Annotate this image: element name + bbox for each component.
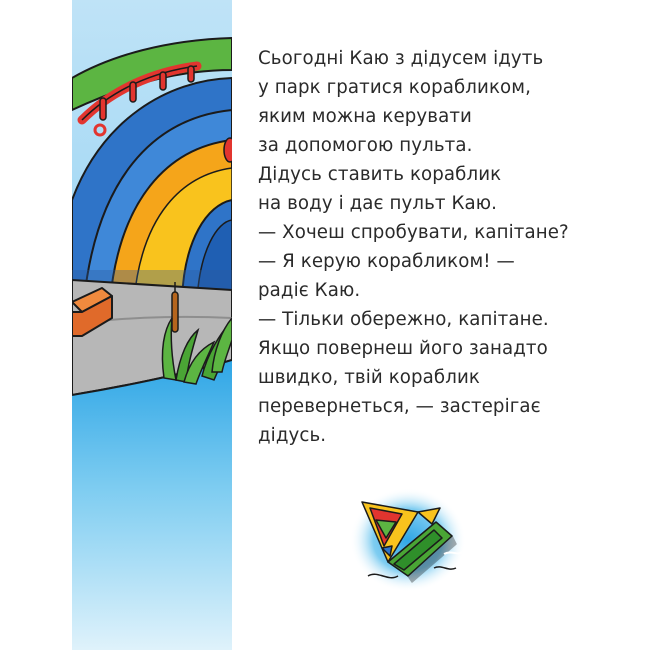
story-line: радіє Каю. bbox=[258, 280, 361, 301]
story-line: дідусь. bbox=[258, 425, 327, 446]
story-line: перевернеться, — застерігає bbox=[258, 396, 541, 417]
story-line: на воду і дає пульт Каю. bbox=[258, 193, 498, 214]
story-line: у парк гратися корабликом, bbox=[258, 77, 531, 98]
story-line: за допомогою пульта. bbox=[258, 135, 473, 156]
story-line: яким можна керувати bbox=[258, 106, 472, 127]
park-bridge-illustration bbox=[72, 0, 232, 650]
story-line: — Тільки обережно, капітане. bbox=[258, 309, 549, 330]
story-line: — Я керую корабликом! — bbox=[258, 251, 515, 272]
story-line: Якщо повернеш його занадто bbox=[258, 338, 548, 359]
story-line: Дідусь ставить кораблик bbox=[258, 164, 502, 185]
story-line: швидко, твій кораблик bbox=[258, 367, 480, 388]
story-line: — Хочеш спробувати, капітане? bbox=[258, 222, 569, 243]
story-text bbox=[258, 44, 588, 450]
capsized-boat-icon bbox=[348, 484, 468, 594]
story-line: Сьогодні Каю з дідусем ідуть bbox=[258, 48, 544, 69]
